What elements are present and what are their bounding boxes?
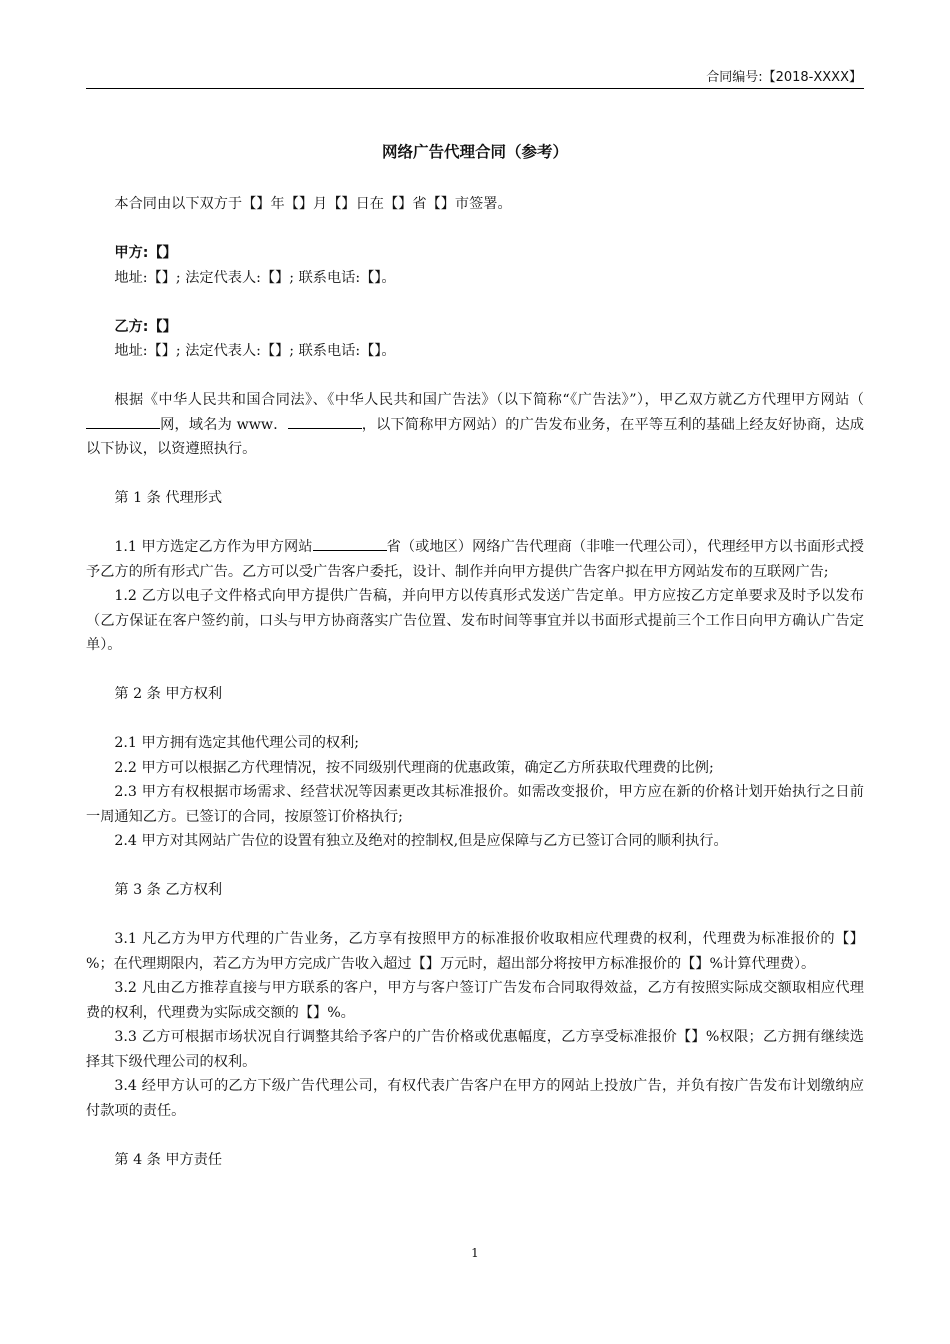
- clause-1-2: 1.2 乙方以电子文件格式向甲方提供广告稿，并向甲方以传真形式发送广告定单。甲方应按乙方定单要求及时予以发布（乙方保证在客户签约前，口头与甲方协商落实广告位置、发布时间等事宜并以书面形式提前三个工作日向甲方确认广告定单）。: [86, 588, 864, 653]
- article-4-heading: 第 4 条 甲方责任: [114, 1151, 223, 1168]
- contract-number: 合同编号:【2018-XXXX】: [706, 70, 862, 85]
- article-1-heading: 第 1 条 代理形式: [114, 490, 223, 506]
- preamble-paragraph: 根据《中华人民共和国合同法》、《中华人民共和国广告法》（以下简称“《广告法》”），甲乙双方就乙方代理甲方网站（网，域名为 www． ，以下简称甲方网站）的广告发布业务，在平等互利的基础上经友好协商，达成以下协议，以资遵照执行。: [86, 392, 864, 457]
- intro-paragraph: 本合同由以下双方于【】年【】月【】日在【】省【】市签署。: [114, 196, 512, 212]
- party-a-details: 地址:【】; 法定代表人:【】; 联系电话:【】。: [114, 269, 396, 286]
- clause-2-2: 2.2 甲方可以根据乙方代理情况，按不同级别代理商的优惠政策，确定乙方所获取代理费的比例;: [114, 759, 714, 776]
- document-title: 网络广告代理合同（参考）: [381, 143, 568, 161]
- article-3-heading: 第 3 条 乙方权利: [114, 882, 223, 898]
- party-b-details: 地址:【】; 法定代表人:【】; 联系电话:【】。: [114, 343, 396, 359]
- page-number: 1: [471, 1246, 479, 1260]
- blank-line: [288, 414, 362, 429]
- clause-2-1: 2.1 甲方拥有选定其他代理公司的权利;: [114, 735, 360, 751]
- clause-1-1: 1.1 甲方选定乙方作为甲方网站 省（或地区）网络广告代理商（非唯一代理公司），代理经甲方以书面形式授予乙方的所有形式广告。乙方可以受广告客户委托，设计、制作并向甲方提供广告客户拟在甲方网站发布的互联网广告;: [86, 535, 864, 584]
- article-2-heading: 第 2 条 甲方权利: [114, 686, 223, 702]
- party-a-label: 甲方:【】: [114, 245, 177, 261]
- party-b-label: 乙方:【】: [114, 318, 177, 335]
- clause-3-3: 3.3 乙方可根据市场状况自行调整其给予客户的广告价格或优惠幅度，乙方享受标准报价【】%权限；乙方拥有继续选择其下级代理公司的权利。: [86, 1029, 864, 1070]
- clause-3-1: 3.1 凡乙方为甲方代理的广告业务，乙方享有按照甲方的标准报价收取相应代理费的权利，代理费为标准报价的【】%；在代理期限内，若乙方为甲方完成广告收入超过【】万元时，超出部分将按甲方标准报价的【】%计算代理费）。: [86, 931, 864, 972]
- clause-3-4: 3.4 经甲方认可的乙方下级广告代理公司，有权代表广告客户在甲方的网站上投放广告，并负有按广告发布计划缴纳应付款项的责任。: [86, 1078, 864, 1119]
- clause-2-4: 2.4 甲方对其网站广告位的设置有独立及绝对的控制权,但是应保障与乙方已签订合同的顺利执行。: [114, 833, 728, 849]
- document-body: [86, 140, 864, 1172]
- clause-3-2: 3.2 凡由乙方推荐直接与甲方联系的客户，甲方与客户签订广告发布合同取得效益，乙方有按照实际成交额取相应代理费的权利，代理费为实际成交额的【】%。: [86, 980, 864, 1021]
- blank-line: [86, 414, 160, 429]
- blank-line: [313, 536, 387, 551]
- clause-2-3: 2.3 甲方有权根据市场需求、经营状况等因素更改其标准报价。如需改变报价，甲方应在新的价格计划开始执行之日前一周通知乙方。已签订的合同，按原签订价格执行;: [86, 784, 864, 825]
- page-header: [86, 66, 864, 89]
